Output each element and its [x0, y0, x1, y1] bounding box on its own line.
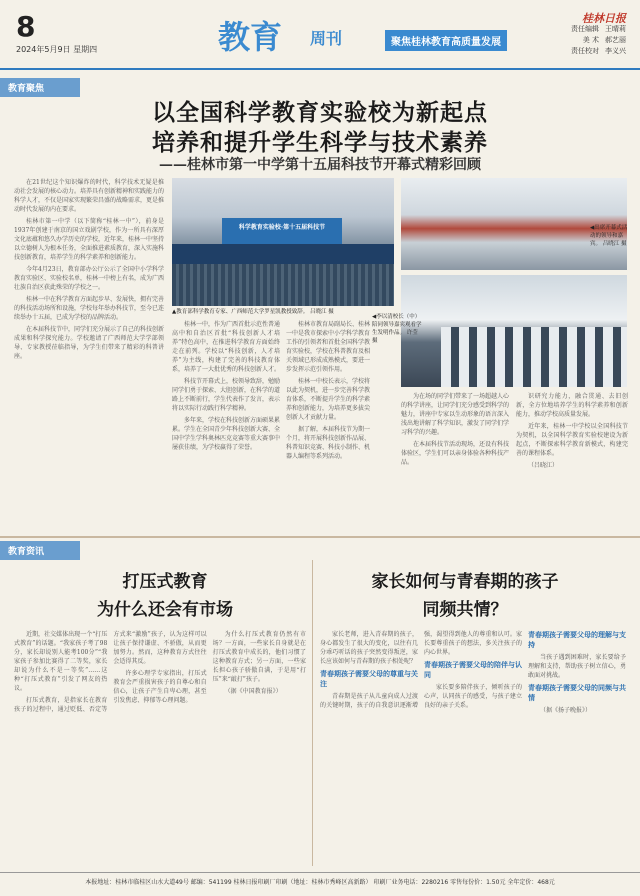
left-article-body: [14, 630, 306, 866]
column-divider: [312, 560, 313, 866]
section-divider: [0, 536, 640, 538]
paragraph: 桂林市教育局副局长、桂林一中是我市探索中小学科学教育工作的引领者和首批全国科学教育实验校，学校在科普教育及相关领域已形成成熟模式，要进一步发挥示范引领作用。: [286, 321, 370, 373]
paragraph: 在21世纪这个知识爆炸的时代，科学技术无疑是推动社会发展的核心动力。培养具有创新精神和实践能力的科学人才，不仅是国家实现繁荣昌盛的战略需求，更是推动时代发展的内在要求。: [14, 179, 164, 213]
paragraph: 桂林一中在科学教育方面起步早、发展快，拥有完善的科技活动场所和设施，学校每年举办科技节，至今已连续举办十五届，已成为学校的品牌活动。: [14, 296, 164, 321]
editor-row: 责任编辑 王晴莉: [571, 25, 626, 33]
footer: 本报地址：桂林市临桂区山水大道49号 邮编：541199 桂林日报印刷厂印刷（地址：桂林市秀峰区高新路） 印刷厂业务电话：2280216 零售每份价：1.50元 全年定价：468元: [0, 872, 640, 896]
article-subhead: 青春期孩子需要父母的理解与支持: [528, 631, 626, 649]
masthead: [0, 0, 640, 70]
section-tag-news: 教育资讯: [0, 541, 80, 560]
paragraph: （吕晓江）: [528, 462, 559, 469]
paragraph: 为什么打压式教育仍然有市场？一方面，一些家长自身就是在打压式教育中成长的，他们习惯了这种教育方式；另一方面，一些家长担心孩子骄傲自满，于是用“打压”来“敲打”孩子。: [212, 631, 306, 683]
paragraph: 今年4月23日，教育部办公厅公示了全国中小学科学教育实验区、实验校名单，桂林一中榜上有名，成为广西壮族自治区获此殊荣的学校之一。: [14, 266, 164, 291]
article-subhead: 青春期孩子需要父母的同频与共情: [528, 684, 626, 702]
paragraph: （据《中国教育报》）: [224, 688, 282, 695]
paragraph: 许多心理学专家指出，打压式教育会严重损害孩子的自尊心和自信心，让孩子产生自卑心理，甚至引发焦虑、抑郁等心理问题。: [113, 670, 207, 704]
article-subhead: 青春期孩子需要父母的尊重与关注: [320, 670, 418, 688]
paragraph: 当孩子遇到困难时，家长要给予理解和支持，帮助孩子树立信心，勇敢面对挑战。: [528, 654, 626, 679]
paragraph: （据《扬子晚报》）: [540, 707, 592, 714]
audience: [172, 264, 394, 306]
paragraph: 近年来，桂林一中学校以全国科技节为契机，以全国科学教育实验校建设为新起点，不断探索科学教育新模式，构建完善的课程体系。: [516, 423, 628, 457]
paragraph: 打压式教育，是指家长在教育孩子的过程中，通过贬低、否定等方式来“激励”孩子，认为这样可以让孩子保持谦虚、不骄傲，从而更加努力。然而，这种教育方式往往会适得其反。: [14, 631, 207, 713]
paragraph: 家长老师，进入青春期的孩子，身心都发生了很大的变化，以往有几分乖巧听话的孩子突然变得叛逆，家长应该如何与青春期的孩子相处呢？: [320, 631, 418, 665]
title-line: 同频共情？: [422, 600, 508, 620]
headline-line-1: 以全国科学教育实验校为新起点: [152, 99, 488, 126]
paragraph: 为在场的同学们带来了一场超越人心的科学讲座，让同学们充分感受到科学的魅力，讲座中专家以生动形象的语言深入浅出地讲解了科学知识，激发了同学们学习科学的兴趣。: [401, 393, 509, 436]
headline-line-2: 培养和提升学生科学与技术素养: [152, 129, 488, 156]
title-line: 家长如何与青春期的孩子: [371, 572, 559, 592]
section-tag-focus: 教育聚焦: [0, 78, 80, 97]
students-photo: [401, 275, 627, 387]
paragraph: 识研究力能力，融合贯通、去旧创新，全方位地培养学生的科学素养和创新能力，推动学校高质量发展。: [516, 393, 628, 418]
paragraph: 桂林一中校长表示，学校将以此为契机，进一步完善科学教育体系，不断提升学生的科学素养和创新能力，为培养更多拔尖创新人才贡献力量。: [286, 378, 370, 421]
paragraph: 家长要多陪伴孩子，倾听孩子的心声，认同孩子的感受，与孩子建立良好的亲子关系。: [424, 684, 522, 709]
article-subhead: 青春期孩子需要父母的陪伴与认同: [424, 661, 522, 679]
page-number: 8: [16, 10, 36, 43]
left-article-title: [30, 568, 300, 624]
section-title: 教育: [218, 18, 283, 56]
right-article-body: [320, 630, 626, 866]
subheadline: ——桂林市第一中学第十五届科技节开幕式精彩回顾: [159, 157, 481, 173]
feature-column-2: [172, 320, 280, 530]
opening-ceremony-photo: [172, 178, 394, 306]
feature-column-4: [401, 392, 509, 530]
title-line: 打压式教育: [122, 572, 208, 592]
feature-column-5: [516, 392, 628, 530]
editor-row: 责任校对 李义兴: [571, 47, 626, 55]
paragraph: 在本届科技节活动现场，还设有科技体验区，学生们可以亲身体验各种科技产品。: [401, 441, 509, 466]
tagline: 聚焦桂林教育高质量发展: [385, 30, 507, 51]
stage: [172, 244, 394, 264]
middle-caption: ◀李以清校长（中）陪同领导嘉宾观看学生发明作品。 许莹 摄: [372, 314, 422, 344]
paragraph: 多年来，学校在科技创新方面硕果累累。学生在全国青少年科技创新大赛、全国中学生学科奥林匹克竞赛等重大赛事中屡获佳绩，为学校赢得了荣誉。: [172, 417, 280, 451]
paragraph: 近期，社交媒体出现一个“打压式教育”的话题。“我家孩子考了98分，家长却说别人能考100分”“我家孩子参加比赛得了二等奖，家长却说为什么不是一等奖”……这种“打压式教育”引发了网友的热议。: [14, 631, 108, 692]
paragraph: 桂林一中，作为广西首批示范性普通高中和自治区首批“科技创新人才培养”特色高中，在推进科学教育方面始终走在前列。学校以“科技创新，人才培养”为主线，构建了完善的科技教育体系，培养了一大批优秀的科技创新人才。: [172, 321, 280, 373]
feature-column-1: [14, 178, 164, 530]
editor-credits: [571, 24, 626, 57]
section-subtitle: 周刊: [310, 29, 343, 48]
stage-banner: 科学教育实验校·第十五届科技节: [222, 218, 342, 244]
paragraph: 在本届科技节中，同学们充分展示了自己的科技创新成果和科学探究能力。学校邀请了广西师范大学学部领导、专家教授莅临指导，为学生们带来了精彩的科普讲座。: [14, 326, 164, 360]
main-photo-caption: ▲教育部科学教育专家、广西师范大学罗星凯教授致辞。 吕晓江 摄: [172, 309, 334, 315]
title-line: 为什么还会有市场: [97, 600, 233, 620]
paragraph: 科技节开幕式上，校领导致辞，勉励同学们勇于探索、大胆创新，在科学的道路上不断前行，学生代表作了发言，表示将以实际行动践行科学精神。: [172, 378, 280, 412]
paragraph: 据了解，本届科技节为期一个月，将开展科技创新作品展、科普知识竞赛、科技小制作、机器人编程等系列活动。: [286, 426, 370, 460]
issue-date: 2024年5月9日 星期四: [16, 45, 98, 54]
paragraph: 青春期是孩子从儿童向成人过渡的关键时期，孩子的自我意识逐渐增强，渴望得到他人的尊重和认可。家长要尊重孩子的想法，多关注孩子的内心世界。: [320, 631, 522, 709]
right-article-title: [320, 568, 610, 624]
feature-column-3: [286, 320, 370, 530]
students: [441, 327, 627, 387]
paragraph: 桂林市第一中学（以下简称“桂林一中”），前身是1937年创建于南京的国立戏剧学校，作为一所具有深厚文化底蕴和悠久办学历史的学校，近年来，桂林一中坚持以立德树人为根本任务，全面推进素质教育，深入实施科技创新教育，培养学生的科学素养和创新能力。: [14, 218, 164, 261]
paper-logo: 桂林日报: [582, 12, 626, 25]
top-right-caption: ◀出席开幕式活动的领导和嘉宾。 吕晓江 摄: [590, 225, 628, 247]
editor-row: 美 术 郝艺丽: [582, 36, 626, 44]
